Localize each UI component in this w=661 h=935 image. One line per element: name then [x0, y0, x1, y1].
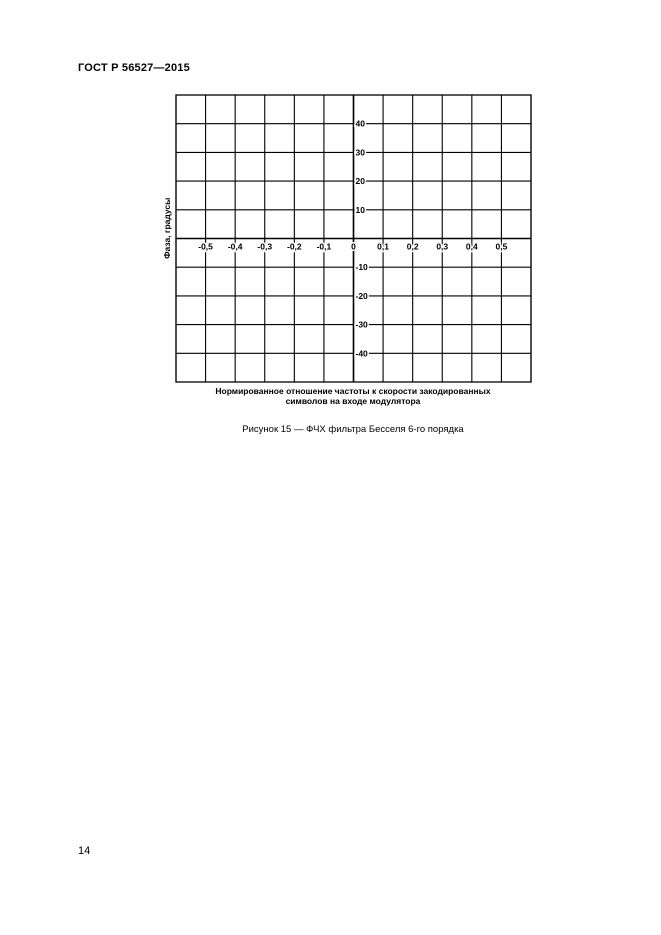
x-tick-label: 0,5: [495, 241, 508, 252]
x-tick-label: 0,1: [377, 241, 389, 252]
x-axis-label-line-2: символов на входе модулятора: [285, 396, 421, 406]
x-tick-label: -0,5: [198, 241, 213, 252]
y-tick-label: 40: [355, 118, 365, 129]
x-tick-label: -0,3: [257, 241, 273, 252]
x-axis-label-line-1: Нормированное отношение частоты к скорости закодированных: [215, 386, 491, 396]
x-tick-label: -0,4: [227, 241, 243, 252]
y-tick-label: -30: [355, 319, 368, 330]
x-axis-label: [175, 386, 531, 406]
page-number: 14: [78, 845, 91, 857]
x-tick-label: 0,3: [436, 241, 449, 252]
y-tick-label: 20: [355, 176, 365, 187]
y-axis-label: Фаза, градусы: [162, 197, 172, 259]
y-tick-label: -40: [355, 348, 368, 359]
x-tick-label: 0: [351, 241, 356, 252]
x-tick-label: -0,1: [316, 241, 332, 252]
y-tick-label: 10: [355, 204, 365, 215]
figure-caption: Рисунок 15 — ФЧХ фильтра Бесселя 6-го порядка: [242, 424, 464, 435]
y-tick-label: -10: [355, 262, 368, 273]
y-tick-label: -20: [355, 290, 368, 301]
y-tick-label: 30: [355, 147, 365, 158]
document-header: ГОСТ Р 56527—2015: [78, 62, 190, 74]
x-tick-label: 0,2: [406, 241, 419, 252]
x-tick-label: -0,2: [287, 241, 302, 252]
x-tick-label: 0,4: [465, 241, 478, 252]
